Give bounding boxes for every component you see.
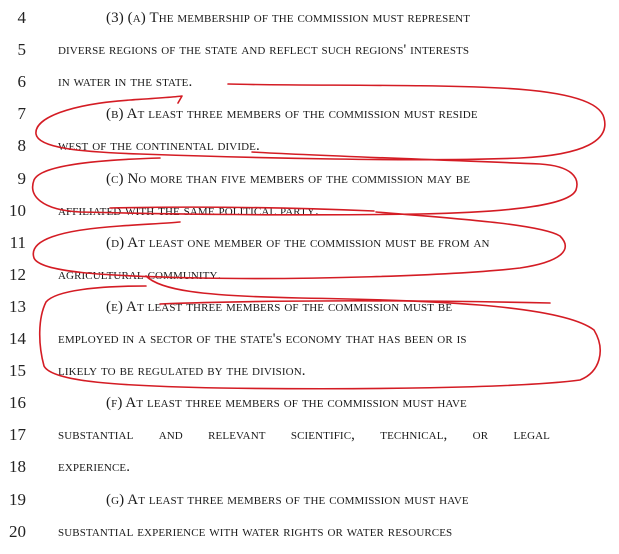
document-line [0, 169, 619, 201]
line-text: likely to be regulated by the division. [58, 363, 306, 380]
line-text: experience. [58, 459, 131, 476]
line-number: 17 [9, 425, 26, 445]
line-text: substantial experience with water rights or water resources [58, 523, 453, 540]
line-number: 10 [9, 200, 26, 220]
line-text: employed in a sector of the state's economy that has been or is [58, 331, 467, 347]
line-number: 6 [17, 72, 26, 92]
document-line [0, 361, 619, 393]
line-text: in water in the state. [58, 74, 193, 91]
document-line [0, 393, 619, 425]
line-number: 4 [17, 8, 26, 27]
document-line [0, 490, 619, 522]
line-text: (d) At least one member of the commission must be from an [106, 234, 490, 251]
line-text: diverse regions of the state and reflect such regions' interests [58, 42, 470, 59]
line-number: 8 [17, 136, 26, 156]
document-line [0, 136, 619, 168]
line-text: agricultural community. [58, 266, 222, 283]
line-number: 19 [9, 489, 26, 509]
line-number: 14 [9, 329, 26, 348]
line-number: 12 [9, 264, 26, 284]
document-line [0, 297, 619, 329]
line-number: 13 [9, 296, 26, 316]
document-line [0, 329, 619, 361]
line-text: (b) At least three members of the commission must reside [106, 106, 478, 123]
document-line [0, 425, 619, 457]
line-number: 5 [17, 40, 26, 60]
line-text: (3) (a) The membership of the commission must represent [106, 10, 471, 26]
line-text: west of the continental divide. [58, 138, 260, 155]
line-text: (f) At least three members of the commission must have [106, 395, 467, 412]
line-text: (g) At least three members of the commission must have [106, 491, 469, 508]
document-line [0, 201, 619, 233]
document-line [0, 72, 619, 104]
document-line [0, 457, 619, 489]
line-number: 9 [17, 168, 26, 188]
line-number: 7 [17, 104, 26, 124]
line-number: 15 [9, 361, 26, 381]
line-text: affiliated with the same political party. [58, 202, 319, 219]
line-text: (e) At least three members of the commission must be [106, 298, 453, 315]
line-number: 16 [9, 393, 26, 413]
document-line [0, 104, 619, 136]
line-number: 18 [9, 457, 26, 477]
document-line [0, 265, 619, 297]
document-line [0, 233, 619, 265]
line-number: 20 [9, 521, 26, 541]
line-text: substantial and relevant scientific, technical, or legal [58, 427, 550, 444]
document-line [0, 522, 619, 554]
document-line [0, 40, 619, 72]
line-number: 11 [9, 232, 26, 252]
line-text: (c) No more than five members of the commission may be [106, 170, 471, 187]
document-line [0, 8, 619, 40]
